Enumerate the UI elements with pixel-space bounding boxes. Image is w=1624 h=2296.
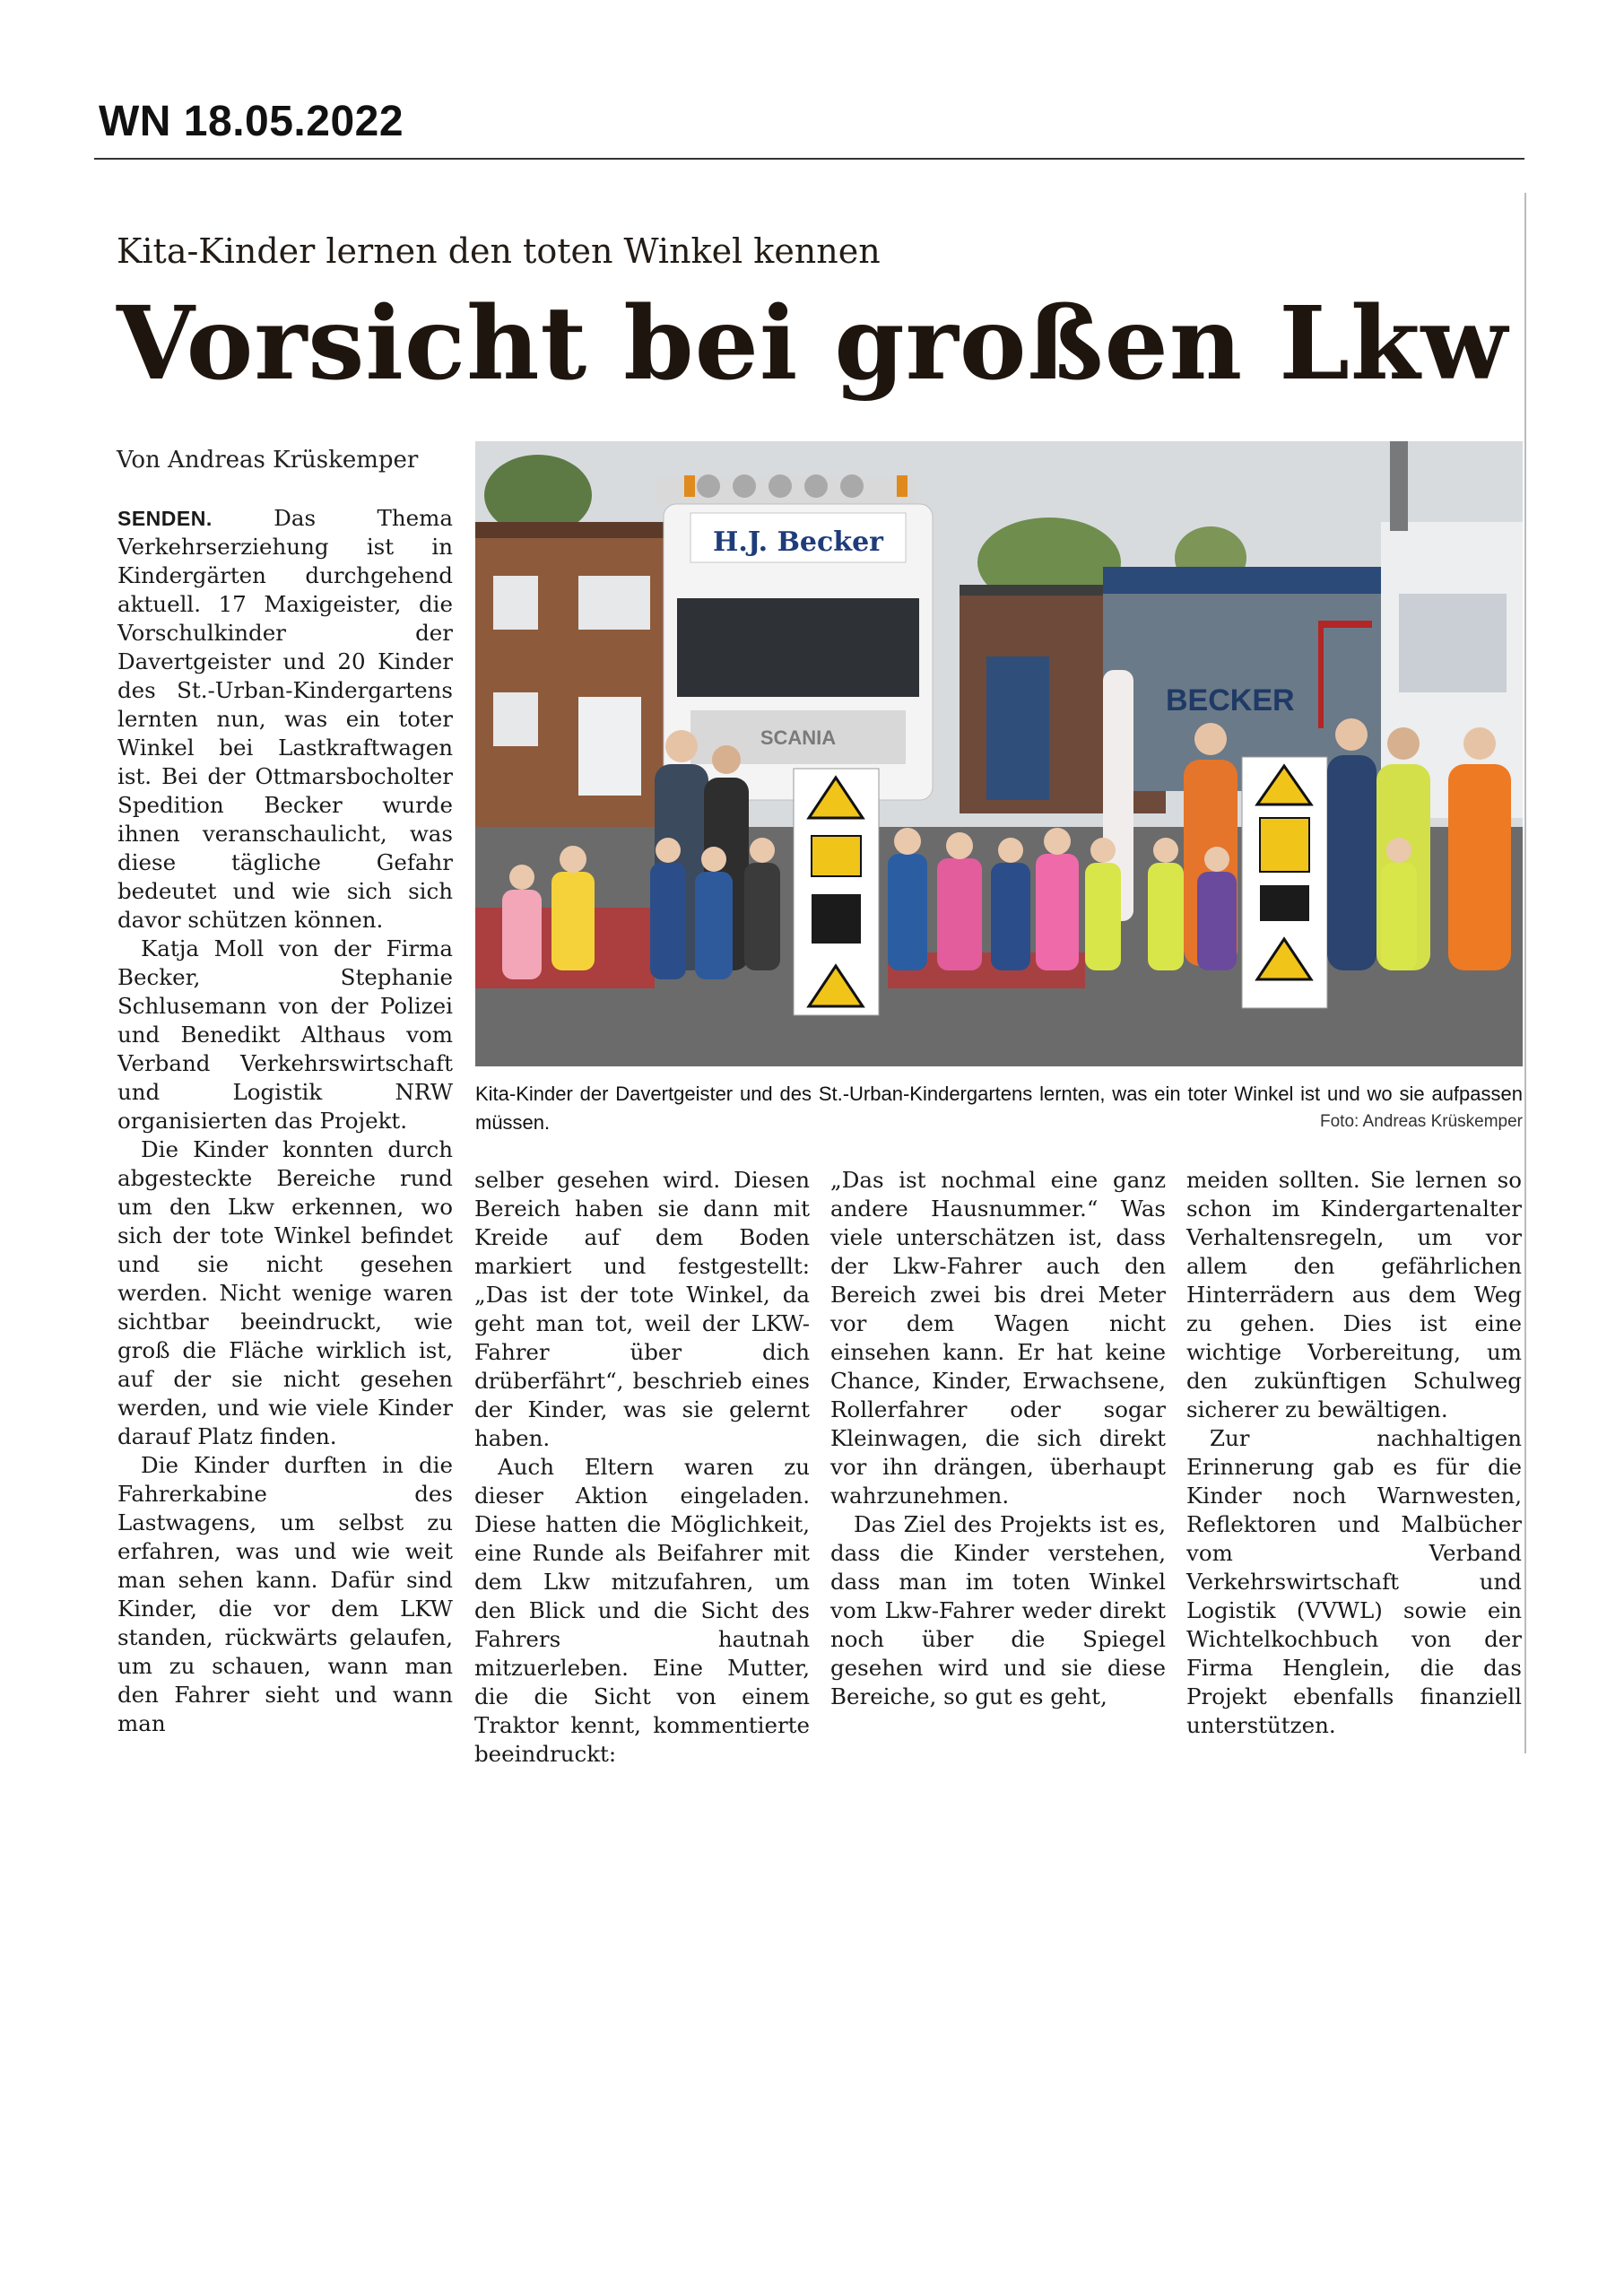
truck-sign: H.J. Becker — [713, 526, 883, 558]
paragraph-text: Das Thema Verkehrserziehung ist in Kindergärten durchgehend aktuell. 17 Maxigeister, die Vorschulkinder der Davertgeister und 20 Kinder des St.-Urban-Kindergartens lernten nun, was ein toter Winkel bei Lastkraftwagen ist. Bei der Ottmarsbocholter Spedition Becker wurde ihnen veranschaulicht, was diese tägliche Gefahr bedeutet und wie sich sich davor schützen können. — [117, 505, 453, 933]
article-paragraph: meiden sollten. Sie lernen so schon im Kindergartenalter Verhaltensregeln, um vor allem den gefährlichen Hinterrädern aus dem Weg zu gehen. Dies ist eine wichtige Vorbereitung, um den zukünftigen Schulweg sicherer zu bewältigen. — [1186, 1167, 1522, 1422]
header-divider — [94, 158, 1524, 160]
trailer-lettering: BECKER — [1166, 683, 1295, 718]
article-column-1 — [117, 504, 453, 1738]
article-paragraph: „Das ist nochmal eine ganz andere Hausnummer.“ Was viele unterschätzen ist, dass der Lkw-Fahrer auch den Bereich zwei bis drei Meter vor dem Wagen nicht einsehen kann. Er hat keine Chance, Kinder, Erwachsene, Rollerfahrer oder sogar Kleinwagen, die sich direkt vor ihn drängen, überhaupt wahrzunehmen. — [830, 1167, 1166, 1509]
article-paragraph: Zur nachhaltigen Erinnerung gab es für die Kinder noch Warnwesten, Reflektoren und Malbücher vom Verband Verkehrswirtschaft und Logistik (VVWL) sowie ein Wichtelkochbuch von der Firma Henglein, die das Projekt ebenfalls finanziell unterstützen. — [1186, 1425, 1522, 1738]
article-column-2 — [474, 1166, 810, 1769]
article-byline: Von Andreas Krüskemper — [117, 447, 419, 474]
column-edge-rule — [1524, 193, 1526, 1753]
article-paragraph: Das Ziel des Projekts ist es, dass die Kinder verstehen, dass man im toten Winkel vom Lkw-Fahrer weder direkt noch über die Spiegel gesehen wird und sie diese Bereiche, so gut es geht, — [830, 1511, 1166, 1709]
article-photo — [475, 441, 1523, 1066]
article-paragraph: Katja Moll von der Firma Becker, Stephanie Schlusemann von der Polizei und Benedikt Althaus vom Verband Verkehrswirtschaft und Logistik NRW organisierten das Projekt. — [117, 935, 453, 1134]
photo-credit: Foto: Andreas Krüskemper — [1320, 1112, 1523, 1131]
article-paragraph: Auch Eltern waren zu dieser Aktion eingeladen. Diese hatten die Möglichkeit, eine Runde als Beifahrer mit dem Lkw mitzufahren, um den Blick und die Sicht des Fahrers hautnah mitzuerleben. Eine Mutter, die die Sicht von einem Traktor kennt, kommentierte beeindruckt: — [474, 1454, 810, 1767]
truck-group-photo — [475, 441, 1523, 1066]
article-paragraph — [117, 504, 453, 935]
photo-caption: Kita-Kinder der Davertgeister und des St.-Urban-Kindergartens lernten, was ein toter Winkel ist und wo sie aufpassen müssen. — [475, 1083, 1523, 1134]
article-paragraph: selber gesehen wird. Diesen Bereich haben sie dann mit Kreide auf dem Boden markiert und festgestellt: „Das ist der tote Winkel, da geht man tot, weil der LKW-Fahrer über dich drüberfährt“, beschrieb eines der Kinder, was sie gelernt haben. — [474, 1167, 810, 1451]
article-paragraph: Die Kinder durften in die Fahrerkabine des Lastwagens, um selbst zu erfahren, was und wie weit man sehen kann. Dafür sind Kinder, die vor dem LKW standen, rückwärts gelaufen, um zu schauen, wann man den Fahrer sieht und wann man — [117, 1452, 453, 1736]
article-kicker: Kita-Kinder lernen den toten Winkel kennen — [117, 231, 881, 271]
article-headline: Vorsicht bei großen Lkw — [117, 285, 1508, 403]
grille-brand: SCANIA — [760, 726, 837, 749]
article-column-4 — [1186, 1166, 1522, 1740]
article-column-3 — [830, 1166, 1166, 1711]
publication-date: WN 18.05.2022 — [99, 98, 404, 145]
article-dateline: SENDEN. — [117, 507, 213, 530]
article-paragraph: Die Kinder konnten durch abgesteckte Bereiche rund um den Lkw erkennen, wo sich der tote Winkel befindet und sie nicht gesehen werden. Nicht wenige waren sichtbar beeindruckt, wie groß die Fläche wirklich ist, auf der sie nicht gesehen werden, und wie viele Kinder darauf Platz finden. — [117, 1136, 453, 1449]
